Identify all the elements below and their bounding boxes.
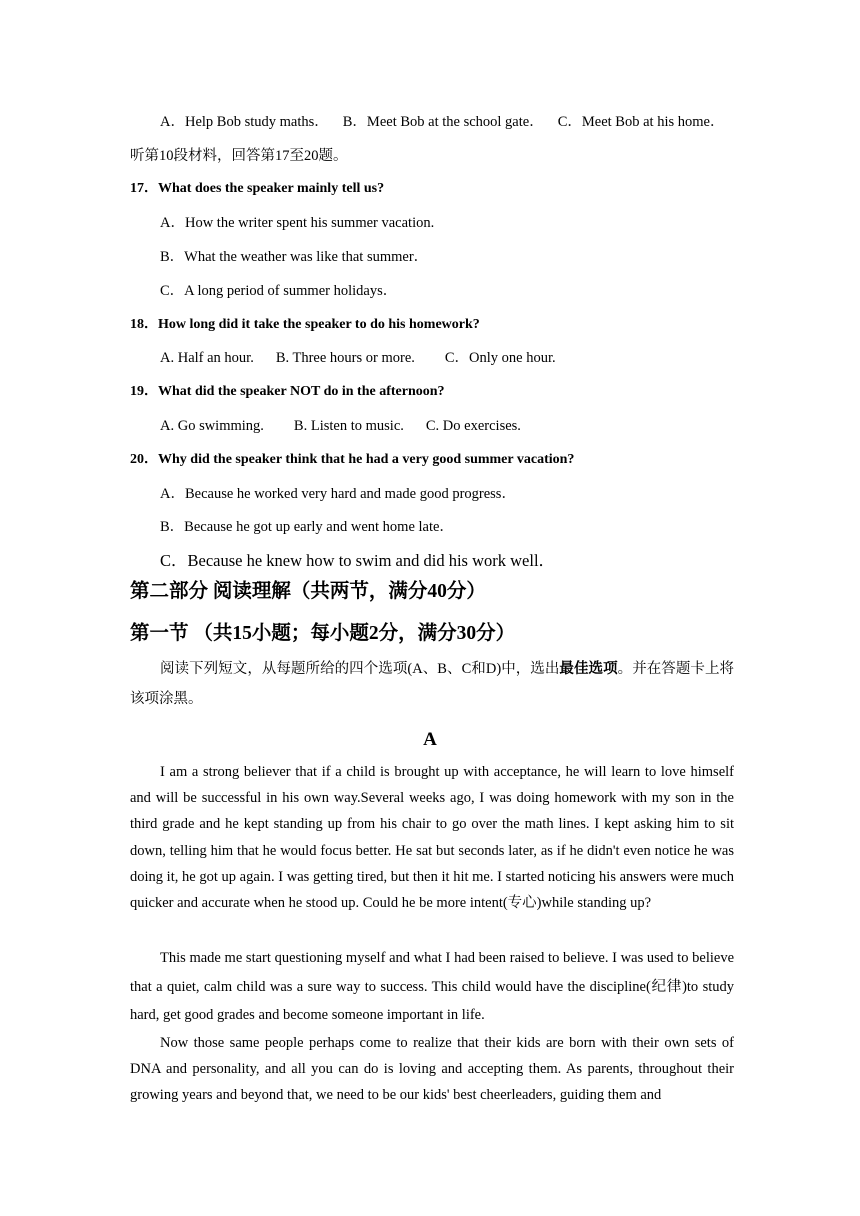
instructions-text: 阅读下列短文，从每题所给的四个选项(A、B、C和D)中，选出 xyxy=(160,661,560,677)
q16-option-a[interactable]: A．Help Bob study maths． xyxy=(160,114,329,130)
q20-option-c[interactable]: C．Because he knew how to swim and did his work well． xyxy=(160,551,556,570)
q16-option-c[interactable]: C．Meet Bob at his home． xyxy=(557,114,725,130)
passage-paragraph-2: This made me start questioning myself and what I had been raised to believe. I was used to believe that a quiet, calm child was a sure way to success. This child would have the discipline(纪律)to study hard, get good grades and become someone important in life. xyxy=(130,950,734,1024)
q17-question: 17．What does the speaker mainly tell us? xyxy=(130,181,385,196)
section1-heading: 第一节 （共15小题；每小题2分，满分30分） xyxy=(130,623,516,644)
section10-intro: 听第10段材料，回答第17至20题。 xyxy=(130,148,348,164)
instructions-emphasis: 最佳选项 xyxy=(559,661,618,677)
q16-option-b[interactable]: B．Meet Bob at the school gate． xyxy=(342,114,544,130)
q20-option-b[interactable]: B．Because he got up early and went home late． xyxy=(160,519,454,535)
q18-options-row xyxy=(160,348,556,368)
q20-option-a[interactable]: A．Because he worked very hard and made good progress． xyxy=(160,486,516,502)
passage-title: A xyxy=(423,729,437,750)
q18-option-b[interactable]: B. Three hours or more. xyxy=(275,350,415,366)
q17-option-b[interactable]: B．What the weather was like that summer． xyxy=(160,249,429,265)
part2-heading: 第二部分 阅读理解（共两节，满分40分） xyxy=(130,581,486,602)
q17-option-a[interactable]: A．How the writer spent his summer vacation. xyxy=(160,215,435,231)
passage-paragraph-3: Now those same people perhaps come to realize that their kids are born with their own sets of DNA and personality, and all you can do is loving and accepting them. As parents, throughout their growing years and beyond that, we need to be our kids' best cheerleaders, guiding them and xyxy=(130,1035,734,1104)
q19-option-a[interactable]: A. Go swimming. xyxy=(160,418,264,434)
instructions-text-end: 。并在答题卡上将该项涂黑。 xyxy=(130,661,735,707)
q18-question: 18．How long did it take the speaker to do his homework? xyxy=(130,317,480,332)
q18-option-c[interactable]: C．Only one hour. xyxy=(444,350,556,366)
passage-paragraph-1: I am a strong believer that if a child is brought up with acceptance, he will learn to love himself and will be successful in his own way.Several weeks ago, I was doing homework with my son in the third grade and he kept standing up from his chair to go over the math lines. I kept asking him to sit down, telling him that he would focus better. He sat but seconds later, as if he didn't even notice he was doing it, he got up again. I was getting tired, but then it hit me. I started noticing his answers were much quicker and accurate when he stood up. Could he be more intent(专心)while standing up? xyxy=(130,764,734,912)
q19-question: 19．What did the speaker NOT do in the afternoon? xyxy=(130,384,445,399)
q19-option-c[interactable]: C. Do exercises. xyxy=(425,418,521,434)
reading-instructions xyxy=(130,654,734,714)
q16-options-row xyxy=(160,112,724,132)
q18-option-a[interactable]: A. Half an hour. xyxy=(160,350,254,366)
q20-question: 20．Why did the speaker think that he had a very good summer vacation? xyxy=(130,452,575,467)
q19-options-row xyxy=(160,416,521,436)
q19-option-b[interactable]: B. Listen to music. xyxy=(293,418,404,434)
q17-option-c[interactable]: C．A long period of summer holidays． xyxy=(160,283,398,299)
